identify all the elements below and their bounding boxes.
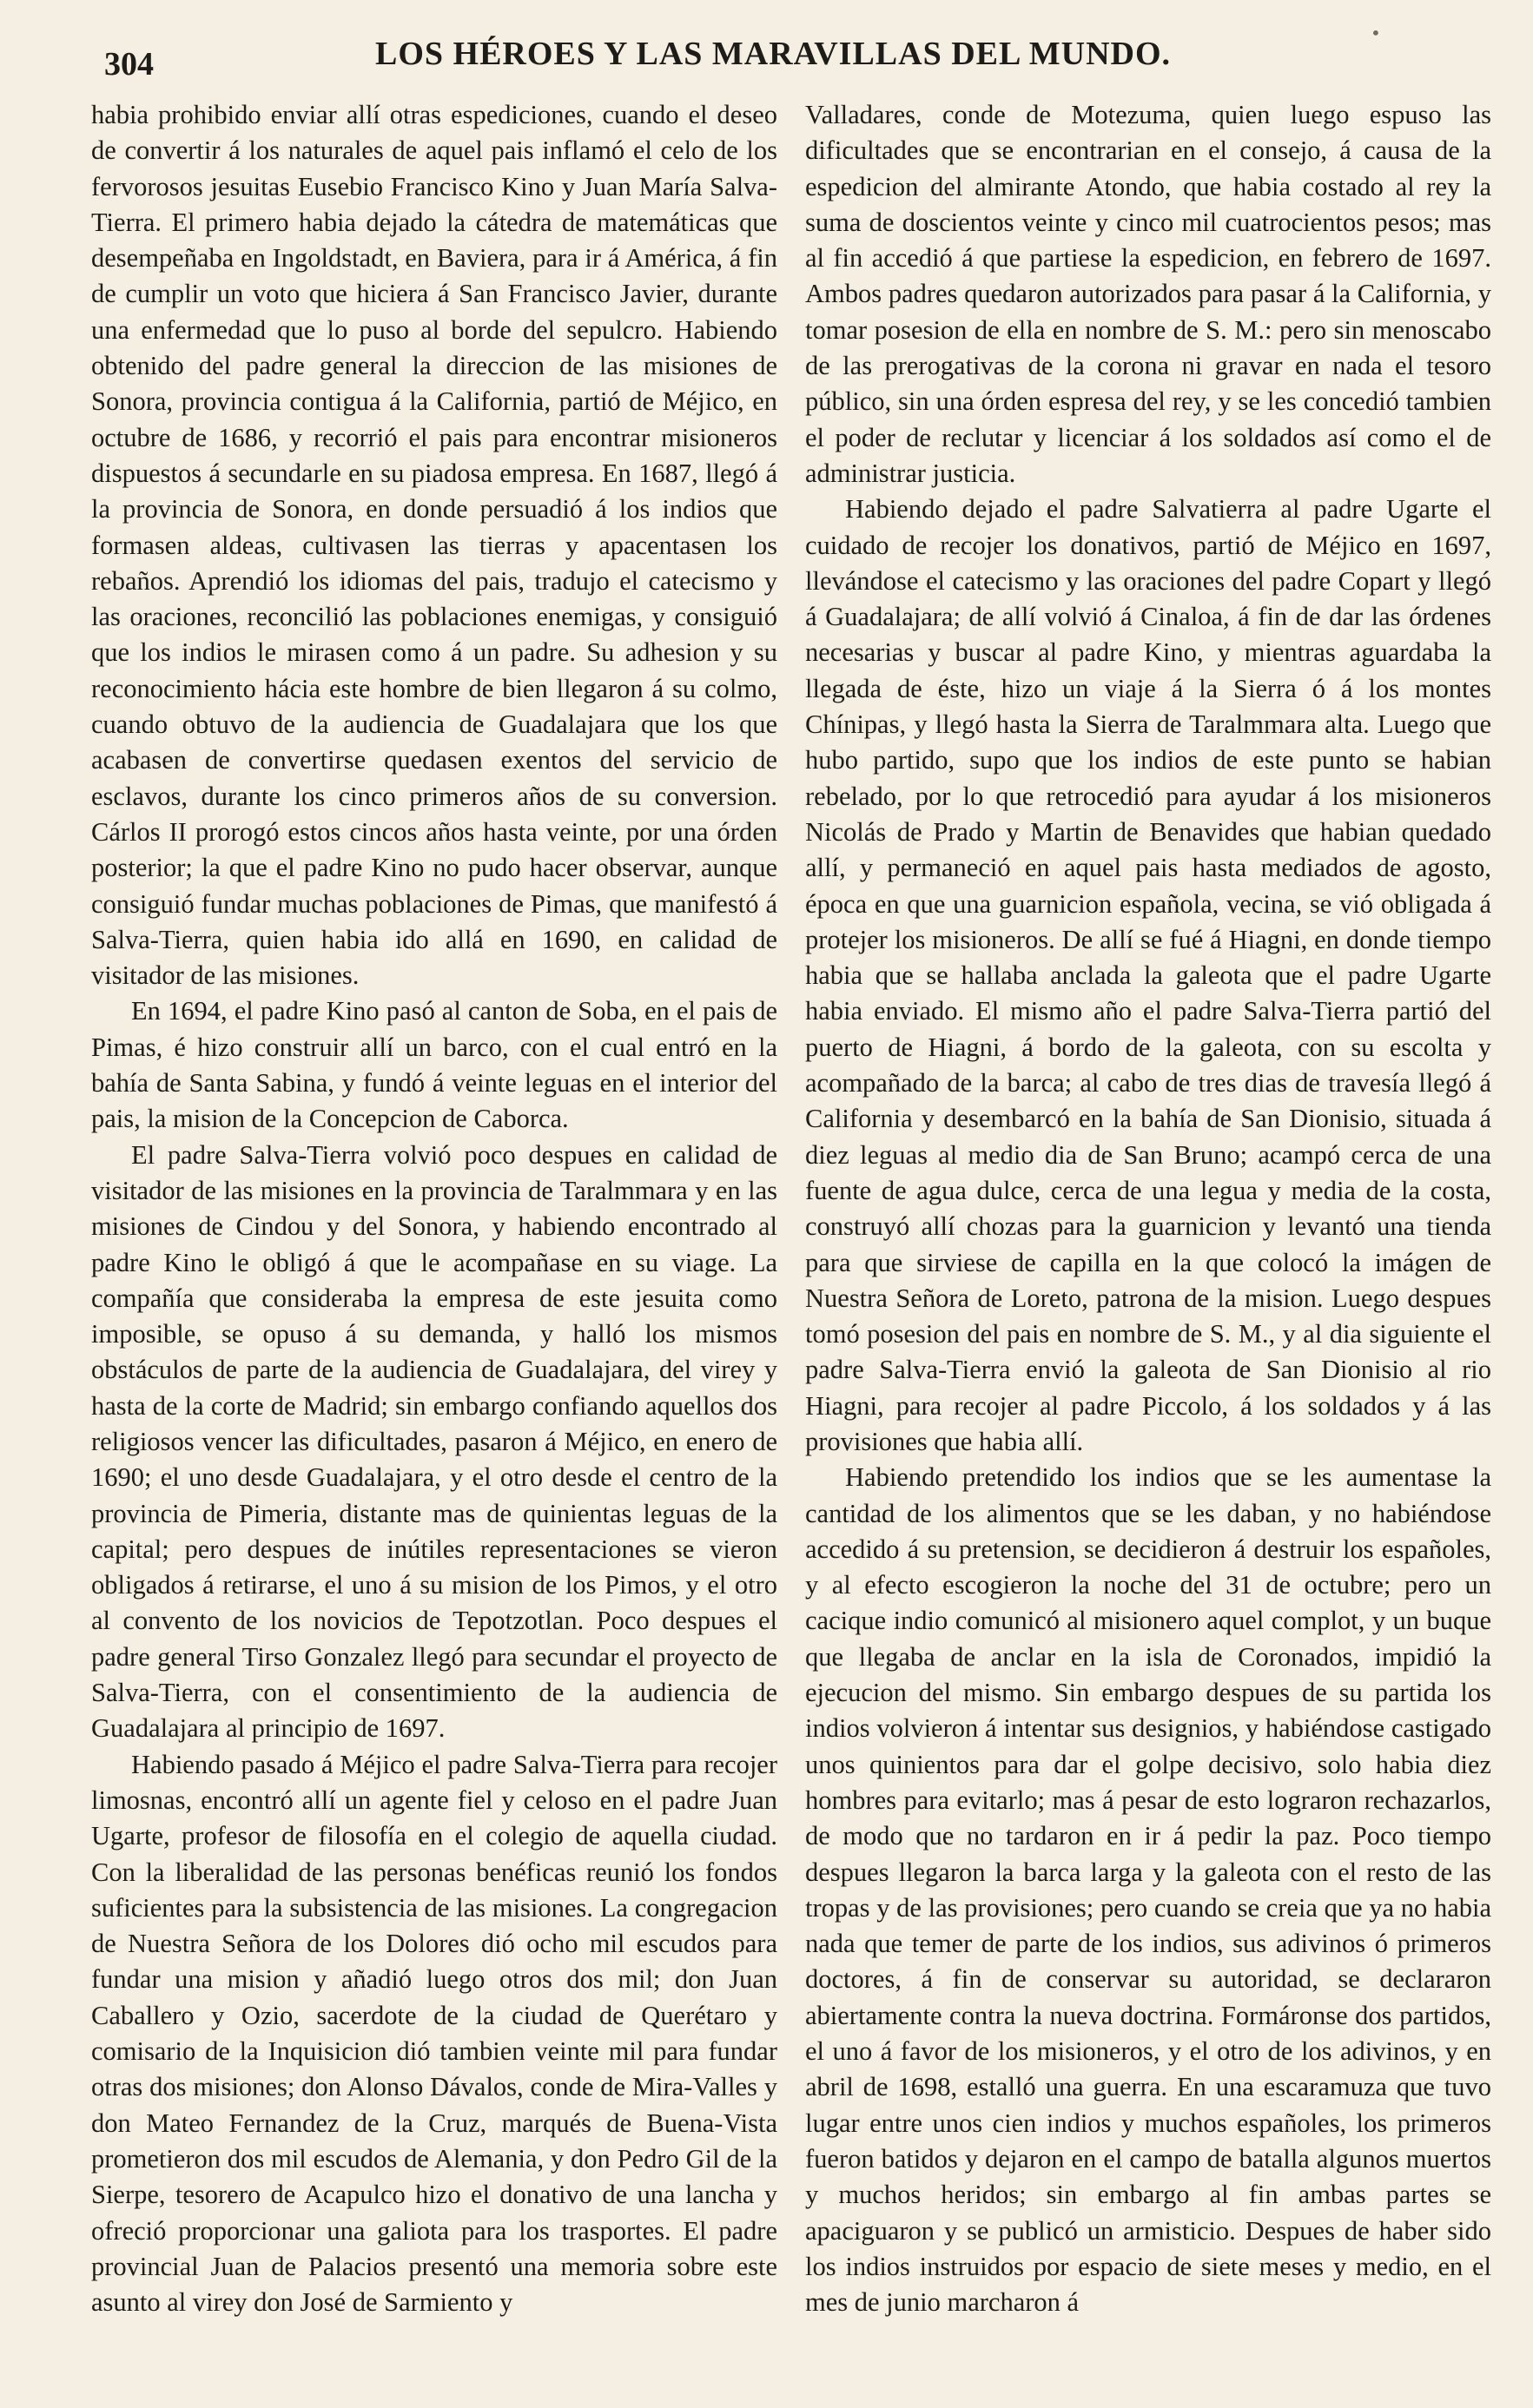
paragraph: El padre Salva-Tierra volvió poco despues en calidad de visitador de las misiones en la provincia de Taralmmara y en las misiones de Cindou y del Sonora, y habiendo encontrado al padre Kino le obligó á que le acompañase en su viage. La compañía que consideraba la empresa de este jesuita como imposible, se opuso á su demanda, y halló los mismos obstáculos de parte de la audiencia de Guadalajara, del virey y hasta de la corte de Madrid; sin embargo confiando aquellos dos religiosos vencer las dificultades, pasaron á Méjico, en enero de 1690; el uno desde Guadalajara, y el otro desde el centro de la provincia de Pimeria, distante mas de quinientas leguas de la capital; pero despues de inútiles representaciones se vieron obligados á retirarse, el uno á su mision de los Pimos, y el otro al convento de los novicios de Tepotzotlan. Poco despues el padre general Tirso Gonzalez llegó para secundar el proyecto de Salva-Tierra, con el consentimiento de la audiencia de Guadalajara al principio de 1697.	[91, 1139, 777, 1744]
paragraph: En 1694, el padre Kino pasó al canton de Soba, en el pais de Pimas, é hizo construir allí un barco, con el cual entró en la bahía de Santa Sabina, y fundó á veinte leguas en el interior del pais, la mision de la Concepcion de Caborca.	[91, 996, 777, 1134]
paragraph: Valladares, conde de Motezuma, quien luego espuso las dificultades que se encontrarian en el consejo, á causa de la espedicion del almirante Atondo, que habia costado al rey la suma de doscientos veinte y cinco mil cuatrocientos pesos; mas al fin accedió á que partiese la espedicion, en febrero de 1697. Ambos padres quedaron autorizados para pasar á la California, y tomar posesion de ella en nombre de S. M.: pero sin menoscabo de las prerogativas de la corona ni gravar en nada el tesoro público, sin una órden espresa del rey, y se les concedió tambien el poder de reclutar y licenciar á los soldados así como el de administrar justicia.	[805, 100, 1491, 488]
text-columns	[91, 97, 1491, 2355]
ornament-dot-icon: •	[1371, 23, 1381, 43]
page-number: 304	[104, 46, 154, 82]
running-title: LOS HÉROES Y LAS MARAVILLAS DEL MUNDO.	[374, 36, 1172, 72]
right-column	[805, 97, 1491, 2355]
paragraph: Habiendo pasado á Méjico el padre Salva-Tierra para recojer limosnas, encontró allí un agente fiel y celoso en el padre Juan Ugarte, profesor de filosofía en el colegio de aquella ciudad. Con la liberalidad de las personas benéficas reunió los fondos suficientes para la subsistencia de las misiones. La congregacion de Nuestra Señora de los Dolores dió ocho mil escudos para fundar una mision y añadió luego otros dos mil; don Juan Caballero y Ozio, sacerdote de la ciudad de Querétaro y comisario de la Inquisicion dió tambien veinte mil para fundar otras dos misiones; don Alonso Dávalos, conde de Mira-Valles y don Mateo Fernandez de la Cruz, marqués de Buena-Vista prometieron dos mil escudos de Alemania, y don Pedro Gil de la Sierpe, tesorero de Acapulco hizo el donativo de una lancha y ofreció proporcionar una galiota para los trasportes. El padre provincial Juan de Palacios presentó una memoria sobre este asunto al virey don José de Sarmiento y	[91, 1749, 777, 2318]
paragraph: Habiendo dejado el padre Salvatierra al padre Ugarte el cuidado de recojer los donativos, partió de Méjico en 1697, llevándose el catecismo y las oraciones del padre Copart y llegó á Guadalajara; de allí volvió á Cinaloa, á fin de dar las órdenes necesarias y buscar al padre Kino, y mientras aguardaba la llegada de éste, hizo un viaje á la Sierra ó á los montes Chínipas, y llegó hasta la Sierra de Taralmmara alta. Luego que hubo partido, supo que los indios de este punto se habian rebelado, por lo que retrocedió para ayudar á los misioneros Nicolás de Prado y Martin de Benavides que habian quedado allí, y permaneció en aquel pais hasta mediados de agosto, época en que una guarnicion española, vecina, se vió obligada á protejer los misioneros. De allí se fué á Hiagni, en donde tiempo habia que se hallaba anclada la galeota que el padre Ugarte habia enviado. El mismo año el padre Salva-Tierra partió del puerto de Hiagni, á bordo de la galeota, con su escolta y acompañado de la barca; al cabo de tres dias de travesía llegó á California y desembarcó en la bahía de San Dionisio, situada á diez leguas al medio dia de San Bruno; acampó cerca de una fuente de agua dulce, cerca de una legua y media de la costa, construyó allí chozas para la guarnicion y levantó una tienda para que sirviese de capilla en la que colocó la imágen de Nuestra Señora de Loreto, patrona de la mision. Luego despues tomó posesion del pais en nombre de S. M., y al dia siguiente el padre Salva-Tierra envió la galeota de San Dionisio al rio Hiagni, para recojer al padre Piccolo, á los soldados y á las provisiones que habia allí.	[805, 494, 1491, 1456]
paragraph: habia prohibido enviar allí otras espediciones, cuando el deseo de convertir á los naturales de aquel pais inflamó el celo de los fervorosos jesuitas Eusebio Francisco Kino y Juan María Salva-Tierra. El primero habia dejado la cátedra de matemáticas que desempeñaba en Ingoldstadt, en Baviera, para ir á América, á fin de cumplir un voto que hiciera á San Francisco Javier, durante una enfermedad que lo puso al borde del sepulcro. Habiendo obtenido del padre general la direccion de las misiones de Sonora, provincia contigua á la California, partió de Méjico, en octubre de 1686, y recorrió el pais para encontrar misioneros dispuestos á secundarle en su piadosa empresa. En 1687, llegó á la provincia de Sonora, en donde persuadió á los indios que formasen aldeas, cultivasen las tierras y apacentasen los rebaños. Aprendió los idiomas del pais, tradujo el catecismo y las oraciones, reconcilió las poblaciones enemigas, y consiguió que los indios le mirasen como á un padre. Su adhesion y su reconocimiento hácia este hombre de bien llegaron á su colmo, cuando obtuvo de la audiencia de Guadalajara que los que acabasen de convertirse quedasen exentos del servicio de esclavos, durante los cinco primeros años de su conversion. Cárlos II prorogó estos cincos años hasta veinte, por una órden posterior; la que el padre Kino no pudo hacer observar, aunque consiguió fundar muchas poblaciones de Pimas, que manifestó á Salva-Tierra, quien habia ido allá en 1690, en calidad de visitador de las misiones.	[91, 100, 777, 991]
paragraph: Habiendo pretendido los indios que se les aumentase la cantidad de los alimentos que se les daban, y no habiéndose accedido á su pretension, se decidieron á destruir los españoles, y al efecto escogieron la noche del 31 de octubre; pero un cacique indio comunicó al misionero aquel complot, y un buque que llegaba de anclar en la isla de Coronados, impidió la ejecucion del mismo. Sin embargo despues de su partida los indios volvieron á intentar sus designios, y habiéndose castigado unos quinientos para dar el golpe decisivo, solo habia diez hombres para evitarlo; mas á pesar de esto lograron rechazarlos, de modo que no tardaron en ir á pedir la paz. Poco tiempo despues llegaron la barca larga y la galeota con el resto de las tropas y de las provisiones; pero cuando se creia que ya no habia nada que temer de parte de los indios, sus adivinos ó primeros doctores, á fin de conservar su autoridad, se declararon abiertamente contra la nueva doctrina. Formáronse dos partidos, el uno á favor de los misioneros, y el otro de los adivinos, y en abril de 1698, estalló una guerra. En una escaramuza que tuvo lugar entre unos cien indios y muchos españoles, los primeros fueron batidos y dejaron en el campo de batalla algunos muertos y muchos heridos; sin embargo al fin ambas partes se apaciguaron y se publicó un armisticio. Despues de haber sido los indios instruidos por espacio de siete meses y medio, en el mes de junio marcharon á	[805, 1462, 1491, 2318]
left-column	[91, 97, 777, 2355]
